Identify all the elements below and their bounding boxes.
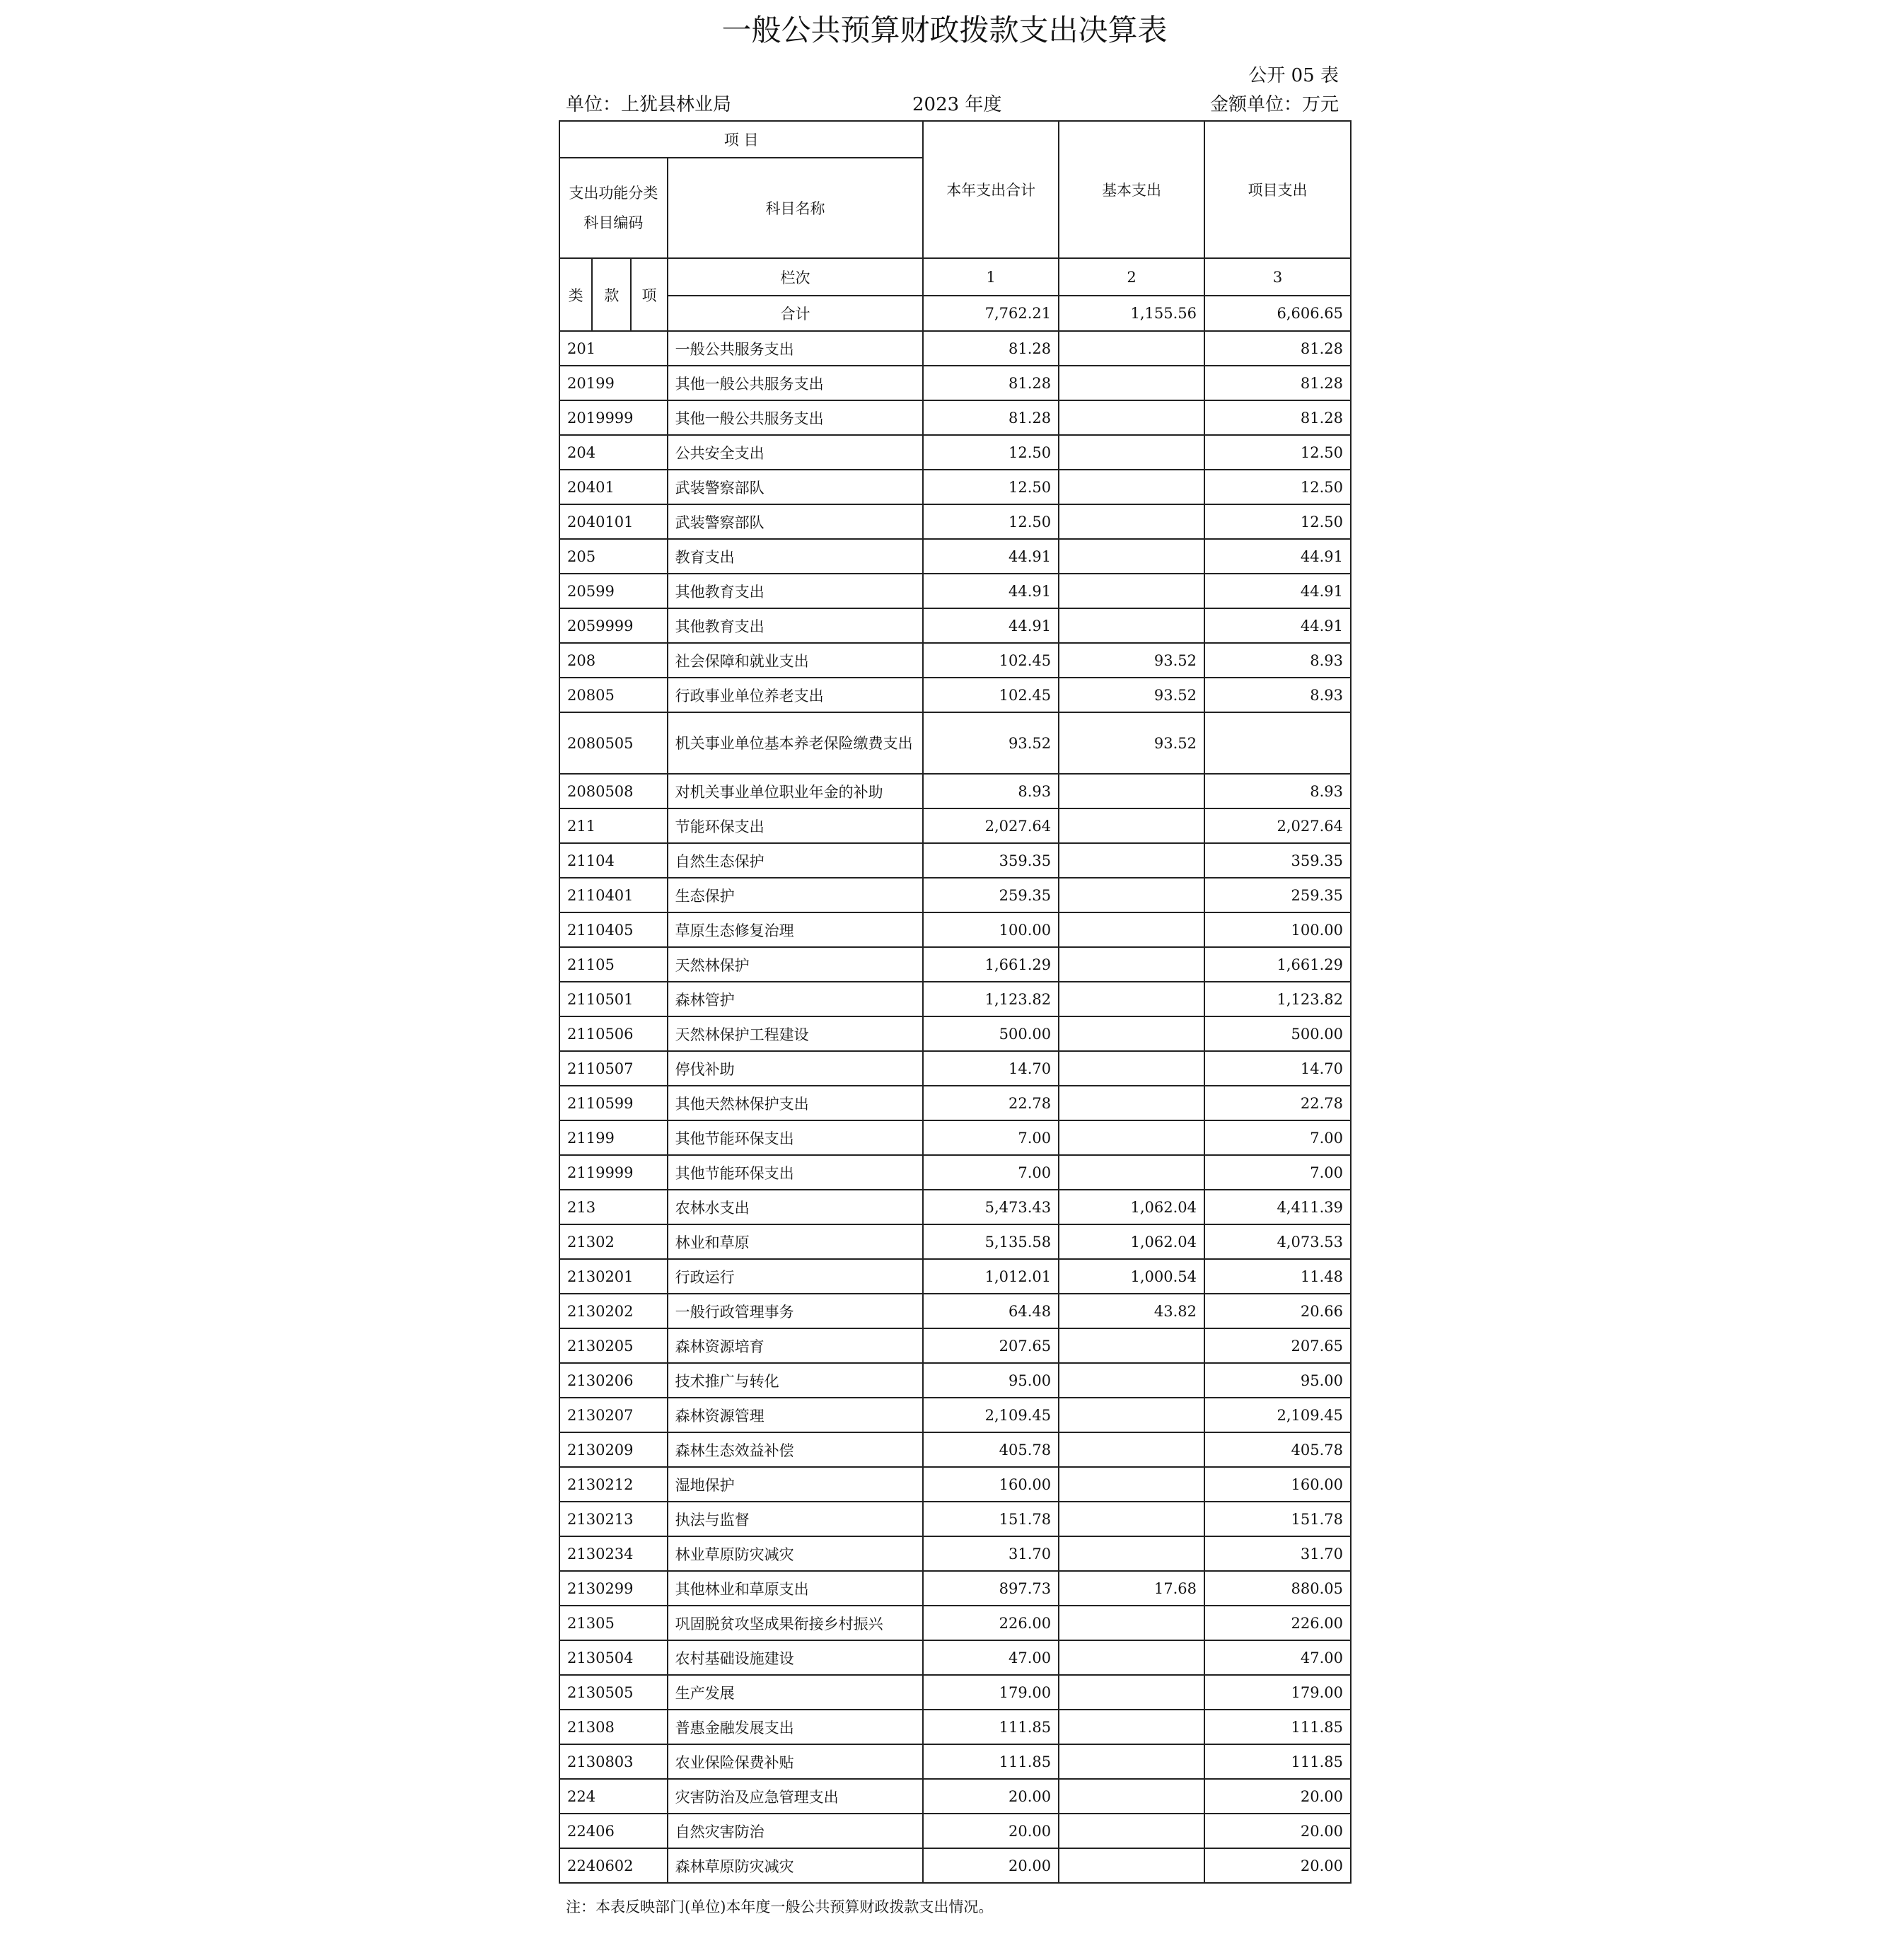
- row-name: 林业和草原: [668, 1224, 924, 1259]
- header-project: 项目支出: [1204, 121, 1351, 258]
- row-basic: [1059, 1675, 1204, 1710]
- row-project: 880.05: [1204, 1571, 1351, 1606]
- row-project: 44.91: [1204, 574, 1351, 608]
- row-name: 森林资源管理: [668, 1398, 924, 1432]
- row-code: 22406: [559, 1814, 668, 1848]
- table-row: [559, 1051, 1351, 1086]
- row-basic: 93.52: [1059, 643, 1204, 678]
- row-total: 897.73: [923, 1571, 1059, 1606]
- row-project: 500.00: [1204, 1016, 1351, 1051]
- row-total: 20.00: [923, 1848, 1059, 1883]
- table-row: [559, 1779, 1351, 1814]
- row-project: 100.00: [1204, 912, 1351, 947]
- row-project: 31.70: [1204, 1536, 1351, 1571]
- row-project: 12.50: [1204, 435, 1351, 470]
- row-name: 技术推广与转化: [668, 1363, 924, 1398]
- row-project: 1,661.29: [1204, 947, 1351, 982]
- table-row: [559, 1536, 1351, 1571]
- row-project: 2,027.64: [1204, 808, 1351, 843]
- header-lanci: 栏次: [668, 258, 924, 296]
- row-name: 森林管护: [668, 982, 924, 1016]
- row-name: 生产发展: [668, 1675, 924, 1710]
- row-name: 停伐补助: [668, 1051, 924, 1086]
- row-basic: [1059, 947, 1204, 982]
- row-total: 47.00: [923, 1640, 1059, 1675]
- row-total: 44.91: [923, 574, 1059, 608]
- row-project: 44.91: [1204, 539, 1351, 574]
- table-row: [559, 574, 1351, 608]
- table-row: [559, 366, 1351, 400]
- row-project: 111.85: [1204, 1710, 1351, 1744]
- row-project: 81.28: [1204, 331, 1351, 366]
- row-code: 2130299: [559, 1571, 668, 1606]
- row-total: 20.00: [923, 1814, 1059, 1848]
- form-number: 公开 05 表: [1248, 65, 1339, 86]
- row-code: 2110599: [559, 1086, 668, 1120]
- row-basic: 93.52: [1059, 712, 1204, 774]
- sum-basic: 1,155.56: [1059, 296, 1204, 331]
- row-name: 普惠金融发展支出: [668, 1710, 924, 1744]
- row-name: 武装警察部队: [668, 504, 924, 539]
- table-row: [559, 1224, 1351, 1259]
- row-total: 12.50: [923, 470, 1059, 504]
- table-row: [559, 608, 1351, 643]
- row-total: 151.78: [923, 1502, 1059, 1536]
- header-total: 本年支出合计: [923, 121, 1059, 258]
- header-item: 项 目: [559, 121, 923, 158]
- row-code: 2130504: [559, 1640, 668, 1675]
- row-project: 160.00: [1204, 1467, 1351, 1502]
- row-total: 1,012.01: [923, 1259, 1059, 1294]
- table-row: [559, 878, 1351, 912]
- row-project: 111.85: [1204, 1744, 1351, 1779]
- row-code: 211: [559, 808, 668, 843]
- row-basic: [1059, 1502, 1204, 1536]
- row-total: 64.48: [923, 1294, 1059, 1328]
- row-total: 102.45: [923, 643, 1059, 678]
- row-total: 44.91: [923, 539, 1059, 574]
- row-name: 生态保护: [668, 878, 924, 912]
- row-code: 2130234: [559, 1536, 668, 1571]
- row-total: 81.28: [923, 366, 1059, 400]
- row-basic: [1059, 843, 1204, 878]
- row-name: 林业草原防灾减灾: [668, 1536, 924, 1571]
- row-name: 执法与监督: [668, 1502, 924, 1536]
- row-basic: [1059, 1120, 1204, 1155]
- row-project: 179.00: [1204, 1675, 1351, 1710]
- row-basic: 1,062.04: [1059, 1190, 1204, 1224]
- row-project: 151.78: [1204, 1502, 1351, 1536]
- row-basic: [1059, 1467, 1204, 1502]
- row-code: 2019999: [559, 400, 668, 435]
- row-basic: [1059, 1016, 1204, 1051]
- sum-total: 7,762.21: [923, 296, 1059, 331]
- row-project: 95.00: [1204, 1363, 1351, 1398]
- header-code-group-line2: 科目编码: [583, 214, 644, 231]
- header-code-group: [559, 158, 668, 258]
- row-code: 2130803: [559, 1744, 668, 1779]
- table-row: [559, 1571, 1351, 1606]
- row-total: 81.28: [923, 331, 1059, 366]
- table-row: [559, 1016, 1351, 1051]
- header-col1: 1: [923, 258, 1059, 296]
- row-code: 2110507: [559, 1051, 668, 1086]
- header-name: 科目名称: [668, 158, 924, 258]
- table-row: [559, 1848, 1351, 1883]
- row-code: 2130206: [559, 1363, 668, 1398]
- table-row: [559, 1259, 1351, 1294]
- row-total: 405.78: [923, 1432, 1059, 1467]
- row-code: 2240602: [559, 1848, 668, 1883]
- row-project: 81.28: [1204, 400, 1351, 435]
- row-code: 2040101: [559, 504, 668, 539]
- header-code-group-line1: 支出功能分类: [569, 185, 658, 202]
- row-basic: [1059, 1432, 1204, 1467]
- row-name: 一般行政管理事务: [668, 1294, 924, 1328]
- row-name: 武装警察部队: [668, 470, 924, 504]
- row-code: 21308: [559, 1710, 668, 1744]
- row-code: 2130212: [559, 1467, 668, 1502]
- row-basic: [1059, 808, 1204, 843]
- table-row: [559, 774, 1351, 808]
- row-name: 其他一般公共服务支出: [668, 400, 924, 435]
- row-project: 359.35: [1204, 843, 1351, 878]
- table-row: [559, 1190, 1351, 1224]
- row-code: 2110501: [559, 982, 668, 1016]
- row-name: 教育支出: [668, 539, 924, 574]
- table-row: [559, 470, 1351, 504]
- row-code: 2130202: [559, 1294, 668, 1328]
- row-basic: [1059, 366, 1204, 400]
- row-basic: 1,062.04: [1059, 1224, 1204, 1259]
- table-row: [559, 843, 1351, 878]
- row-basic: [1059, 1640, 1204, 1675]
- row-basic: [1059, 1779, 1204, 1814]
- row-name: 社会保障和就业支出: [668, 643, 924, 678]
- row-total: 20.00: [923, 1779, 1059, 1814]
- money-unit: 金额单位：万元: [1209, 94, 1339, 115]
- row-name: 一般公共服务支出: [668, 331, 924, 366]
- row-total: 12.50: [923, 435, 1059, 470]
- row-total: 31.70: [923, 1536, 1059, 1571]
- row-project: 20.00: [1204, 1848, 1351, 1883]
- row-code: 20401: [559, 470, 668, 504]
- table-row: [559, 539, 1351, 574]
- row-basic: 17.68: [1059, 1571, 1204, 1606]
- row-total: 93.52: [923, 712, 1059, 774]
- header-col3: 3: [1204, 258, 1351, 296]
- table-row: [559, 912, 1351, 947]
- table-row: [559, 712, 1351, 774]
- row-total: 359.35: [923, 843, 1059, 878]
- row-total: 226.00: [923, 1606, 1059, 1640]
- table-row: [559, 331, 1351, 366]
- row-name: 行政运行: [668, 1259, 924, 1294]
- table-row: [559, 982, 1351, 1016]
- row-project: 7.00: [1204, 1120, 1351, 1155]
- row-basic: [1059, 435, 1204, 470]
- row-name: 天然林保护工程建设: [668, 1016, 924, 1051]
- row-basic: 43.82: [1059, 1294, 1204, 1328]
- row-code: 20599: [559, 574, 668, 608]
- row-name: 公共安全支出: [668, 435, 924, 470]
- table-row: [559, 678, 1351, 712]
- row-name: 其他教育支出: [668, 574, 924, 608]
- row-project: 11.48: [1204, 1259, 1351, 1294]
- row-total: 95.00: [923, 1363, 1059, 1398]
- row-name: 行政事业单位养老支出: [668, 678, 924, 712]
- row-code: 2080505: [559, 712, 668, 774]
- row-total: 5,473.43: [923, 1190, 1059, 1224]
- row-basic: [1059, 1814, 1204, 1848]
- table-row: [559, 947, 1351, 982]
- table-row: [559, 504, 1351, 539]
- row-total: 14.70: [923, 1051, 1059, 1086]
- row-name: 其他林业和草原支出: [668, 1571, 924, 1606]
- row-project: 20.00: [1204, 1814, 1351, 1848]
- row-basic: [1059, 400, 1204, 435]
- row-code: 21199: [559, 1120, 668, 1155]
- table-row: [559, 808, 1351, 843]
- table-row: [559, 1710, 1351, 1744]
- row-name: 节能环保支出: [668, 808, 924, 843]
- row-basic: [1059, 331, 1204, 366]
- row-code: 21105: [559, 947, 668, 982]
- row-basic: [1059, 1744, 1204, 1779]
- row-total: 44.91: [923, 608, 1059, 643]
- row-name: 天然林保护: [668, 947, 924, 982]
- sum-label: 合计: [668, 296, 924, 331]
- row-total: 2,109.45: [923, 1398, 1059, 1432]
- row-basic: [1059, 1328, 1204, 1363]
- table-row: [559, 1744, 1351, 1779]
- table-row: [559, 1502, 1351, 1536]
- row-name: 农业保险保费补贴: [668, 1744, 924, 1779]
- row-basic: [1059, 774, 1204, 808]
- row-code: 2110401: [559, 878, 668, 912]
- row-project: 8.93: [1204, 643, 1351, 678]
- row-code: 224: [559, 1779, 668, 1814]
- row-project: [1204, 712, 1351, 774]
- row-code: 2080508: [559, 774, 668, 808]
- row-name: 草原生态修复治理: [668, 912, 924, 947]
- table-row: [559, 1155, 1351, 1190]
- table-row: [559, 1640, 1351, 1675]
- row-total: 7.00: [923, 1120, 1059, 1155]
- row-total: 22.78: [923, 1086, 1059, 1120]
- row-project: 22.78: [1204, 1086, 1351, 1120]
- row-name: 其他节能环保支出: [668, 1120, 924, 1155]
- row-total: 8.93: [923, 774, 1059, 808]
- row-basic: [1059, 878, 1204, 912]
- expenditure-table: [559, 120, 1352, 1884]
- row-code: 213: [559, 1190, 668, 1224]
- row-basic: [1059, 1536, 1204, 1571]
- row-code: 20199: [559, 366, 668, 400]
- row-code: 2130213: [559, 1502, 668, 1536]
- row-code: 21305: [559, 1606, 668, 1640]
- row-name: 对机关事业单位职业年金的补助: [668, 774, 924, 808]
- row-basic: [1059, 982, 1204, 1016]
- row-total: 179.00: [923, 1675, 1059, 1710]
- table-row: [559, 1363, 1351, 1398]
- table-row: [559, 435, 1351, 470]
- row-project: 14.70: [1204, 1051, 1351, 1086]
- table-row: [559, 1294, 1351, 1328]
- row-name: 其他教育支出: [668, 608, 924, 643]
- row-code: 20805: [559, 678, 668, 712]
- page-title: 一般公共预算财政拨款支出决算表: [721, 13, 1168, 47]
- row-code: 2130205: [559, 1328, 668, 1363]
- row-name: 自然生态保护: [668, 843, 924, 878]
- row-code: 204: [559, 435, 668, 470]
- reporting-unit: 单位：上犹县林业局: [566, 94, 732, 115]
- row-name: 其他一般公共服务支出: [668, 366, 924, 400]
- row-basic: [1059, 539, 1204, 574]
- row-basic: [1059, 608, 1204, 643]
- row-total: 12.50: [923, 504, 1059, 539]
- row-total: 259.35: [923, 878, 1059, 912]
- row-code: 201: [559, 331, 668, 366]
- row-total: 500.00: [923, 1016, 1059, 1051]
- table-row: [559, 1086, 1351, 1120]
- row-name: 灾害防治及应急管理支出: [668, 1779, 924, 1814]
- row-basic: [1059, 1710, 1204, 1744]
- row-code: 205: [559, 539, 668, 574]
- row-code: 2130201: [559, 1259, 668, 1294]
- table-row: [559, 1606, 1351, 1640]
- row-code: 208: [559, 643, 668, 678]
- row-project: 8.93: [1204, 774, 1351, 808]
- row-code: 2110506: [559, 1016, 668, 1051]
- row-name: 机关事业单位基本养老保险缴费支出: [668, 712, 924, 774]
- header-col2: 2: [1059, 258, 1204, 296]
- table-row: [559, 1675, 1351, 1710]
- table-row: [559, 643, 1351, 678]
- row-total: 207.65: [923, 1328, 1059, 1363]
- row-total: 111.85: [923, 1744, 1059, 1779]
- row-project: 4,411.39: [1204, 1190, 1351, 1224]
- row-total: 5,135.58: [923, 1224, 1059, 1259]
- table-row: [559, 1432, 1351, 1467]
- row-code: 2130505: [559, 1675, 668, 1710]
- table-row: [559, 1328, 1351, 1363]
- row-total: 100.00: [923, 912, 1059, 947]
- table-row: [559, 1120, 1351, 1155]
- row-code: 2110405: [559, 912, 668, 947]
- row-basic: [1059, 1155, 1204, 1190]
- row-name: 农村基础设施建设: [668, 1640, 924, 1675]
- header-xiang: 项: [631, 258, 667, 331]
- row-basic: 93.52: [1059, 678, 1204, 712]
- table-row: [559, 1398, 1351, 1432]
- row-basic: [1059, 1363, 1204, 1398]
- row-basic: [1059, 1086, 1204, 1120]
- row-name: 森林草原防灾减灾: [668, 1848, 924, 1883]
- row-basic: [1059, 470, 1204, 504]
- row-name: 其他节能环保支出: [668, 1155, 924, 1190]
- row-total: 7.00: [923, 1155, 1059, 1190]
- row-total: 2,027.64: [923, 808, 1059, 843]
- row-name: 农林水支出: [668, 1190, 924, 1224]
- row-project: 20.66: [1204, 1294, 1351, 1328]
- sum-project: 6,606.65: [1204, 296, 1351, 331]
- row-name: 其他天然林保护支出: [668, 1086, 924, 1120]
- row-code: 2130207: [559, 1398, 668, 1432]
- table-row: [559, 1467, 1351, 1502]
- row-project: 8.93: [1204, 678, 1351, 712]
- row-total: 102.45: [923, 678, 1059, 712]
- row-code: 21104: [559, 843, 668, 878]
- row-project: 259.35: [1204, 878, 1351, 912]
- row-project: 20.00: [1204, 1779, 1351, 1814]
- table-note: 注：本表反映部门(单位)本年度一般公共预算财政拨款支出情况。: [566, 1898, 994, 1915]
- row-code: 2059999: [559, 608, 668, 643]
- row-project: 12.50: [1204, 470, 1351, 504]
- header-kuan: 款: [592, 258, 631, 331]
- row-code: 2119999: [559, 1155, 668, 1190]
- row-project: 207.65: [1204, 1328, 1351, 1363]
- row-name: 巩固脱贫攻坚成果衔接乡村振兴: [668, 1606, 924, 1640]
- row-code: 2130209: [559, 1432, 668, 1467]
- row-total: 81.28: [923, 400, 1059, 435]
- row-total: 160.00: [923, 1467, 1059, 1502]
- row-project: 12.50: [1204, 504, 1351, 539]
- row-basic: [1059, 1398, 1204, 1432]
- row-project: 81.28: [1204, 366, 1351, 400]
- row-basic: [1059, 1051, 1204, 1086]
- row-total: 1,661.29: [923, 947, 1059, 982]
- row-basic: 1,000.54: [1059, 1259, 1204, 1294]
- row-basic: [1059, 1606, 1204, 1640]
- row-basic: [1059, 912, 1204, 947]
- row-total: 111.85: [923, 1710, 1059, 1744]
- row-basic: [1059, 504, 1204, 539]
- row-basic: [1059, 574, 1204, 608]
- row-project: 226.00: [1204, 1606, 1351, 1640]
- row-name: 湿地保护: [668, 1467, 924, 1502]
- row-basic: [1059, 1848, 1204, 1883]
- row-name: 森林生态效益补偿: [668, 1432, 924, 1467]
- row-code: 21302: [559, 1224, 668, 1259]
- row-project: 4,073.53: [1204, 1224, 1351, 1259]
- header-lei: 类: [559, 258, 592, 331]
- table-row: [559, 400, 1351, 435]
- row-project: 44.91: [1204, 608, 1351, 643]
- row-project: 1,123.82: [1204, 982, 1351, 1016]
- row-total: 1,123.82: [923, 982, 1059, 1016]
- row-project: 47.00: [1204, 1640, 1351, 1675]
- row-project: 7.00: [1204, 1155, 1351, 1190]
- row-project: 405.78: [1204, 1432, 1351, 1467]
- fiscal-year: 2023 年度: [912, 94, 1002, 115]
- row-name: 森林资源培育: [668, 1328, 924, 1363]
- table-row: [559, 1814, 1351, 1848]
- row-name: 自然灾害防治: [668, 1814, 924, 1848]
- header-basic: 基本支出: [1059, 121, 1204, 258]
- row-project: 2,109.45: [1204, 1398, 1351, 1432]
